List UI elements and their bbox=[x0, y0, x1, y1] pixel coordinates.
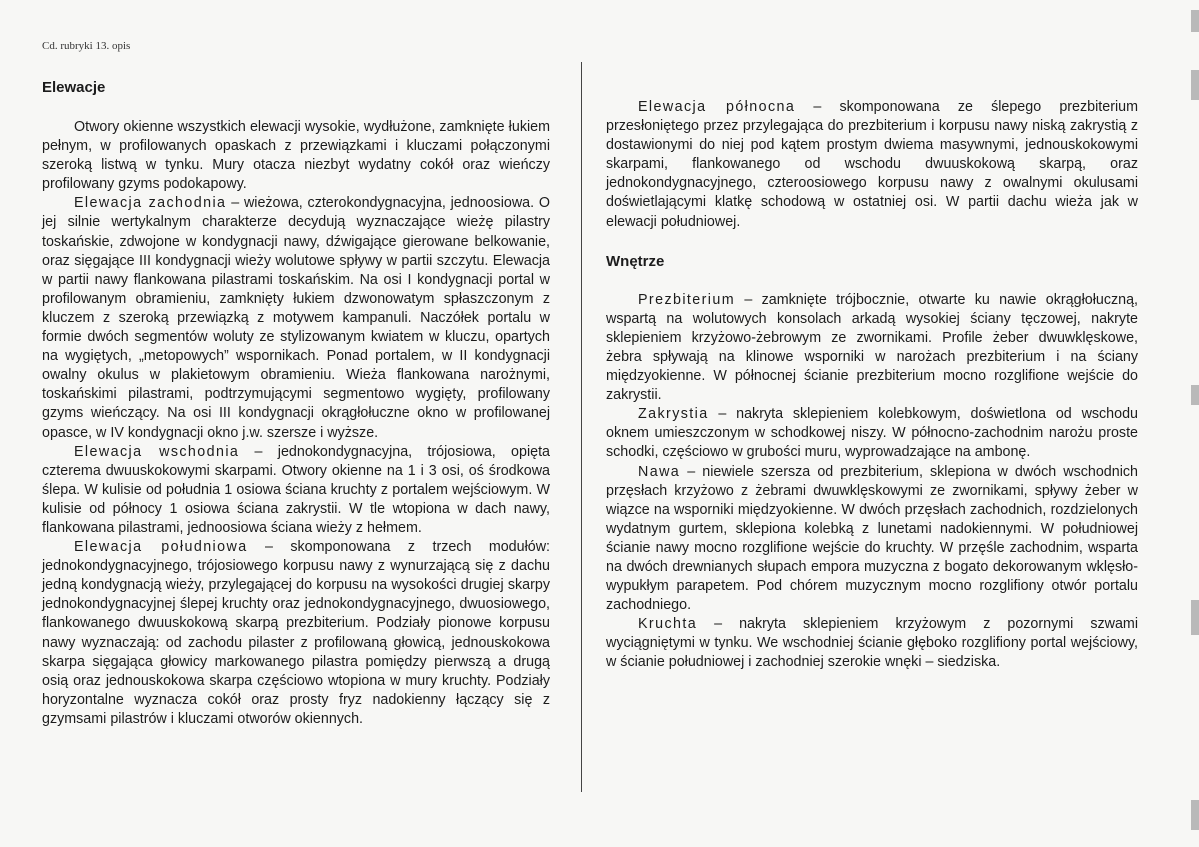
term-south-elevation: Elewacja południowa bbox=[74, 539, 248, 556]
paragraph-text: – nakryta sklepieniem kolebkowym, doświetlona od wschodu oknem umieszczonym w schodkowej niszy. W północno-zachodnim narożu proste schodki, częściowo w grubości muru, wyprowadzające na ambonę. bbox=[606, 406, 1138, 461]
section-heading-wnetrze: Wnętrze bbox=[606, 252, 665, 270]
term-nave: Nawa bbox=[638, 463, 681, 480]
paragraph-porch bbox=[606, 615, 1138, 672]
paragraph-windows bbox=[42, 118, 550, 194]
column-divider bbox=[581, 62, 582, 792]
paragraph-west-elevation bbox=[42, 194, 550, 442]
scan-edge-mark bbox=[1191, 385, 1199, 405]
scan-edge-mark bbox=[1191, 10, 1199, 32]
term-sacristy: Zakrystia bbox=[638, 406, 709, 423]
running-head: Cd. rubryki 13. opis bbox=[42, 40, 131, 52]
scan-edge-mark bbox=[1191, 600, 1199, 635]
term-west-elevation: Elewacja zachodnia bbox=[74, 195, 227, 212]
section-heading-elewacje: Elewacje bbox=[42, 79, 106, 96]
paragraph-nave bbox=[606, 463, 1138, 616]
paragraph-south-elevation bbox=[42, 538, 550, 729]
term-presbytery: Prezbiterium bbox=[638, 291, 736, 308]
paragraph-presbytery bbox=[606, 291, 1138, 406]
paragraph-north-elevation bbox=[606, 98, 1138, 232]
paragraph-east-elevation bbox=[42, 443, 550, 538]
left-column bbox=[42, 78, 550, 729]
paragraph-text: – skomponowana z trzech modułów: jednokondygnacyjnego, trójosiowego korpusu nawy z wynurzającą się z dachu jedną kondygnacją wieży, przylegającej do korpusu na wysokości drugiej skarpy jednokondygnacyjnej ślepej kruchty oraz jednokondygnacyjnego, dwuosiowego, flankowanego dwuuskokową skarpą prezbiterium. Podziały pionowe korpusu nawy wyznaczają: od zachodu pilaster z profilowaną głowicą, jednouskokowa skarpa sięgająca głowicy markowanego pilastra pomiędzy pierwszą a drugą osią oraz jednouskokowa skarpa częściowo wtopiona w mury kruchty. Podziały horyzontalne wyznacza cokół oraz prosty fryz nadokienny łączący się z gzymsami pilastrów i kluczami otworów okiennych. bbox=[42, 539, 551, 727]
scan-edge-mark bbox=[1191, 70, 1199, 100]
paragraph-text: – nakryta sklepieniem krzyżowym z pozornymi szwami wyciągniętymi w tynku. We wschodniej ścianie głęboko rozglifiony portal wejściowy, w ścianie południowej i zachodniej szerokie wnęki – siedziska. bbox=[606, 616, 1138, 671]
term-east-elevation: Elewacja wschodnia bbox=[74, 443, 240, 460]
scan-edge-mark bbox=[1191, 800, 1199, 830]
term-porch: Kruchta bbox=[638, 616, 698, 633]
paragraph-text: Otwory okienne wszystkich elewacji wysokie, wydłużone, zamknięte łukiem pełnym, w profilowanych opaskach z przewiązkami i kluczami połączonymi szeroką listwą w tynku. Mury otacza niezbyt wydatny cokół oraz wieńczy profilowany gzyms podokapowy. bbox=[42, 119, 550, 193]
paragraph-text: – zamknięte trójbocznie, otwarte ku nawie okrągłołuczną, wspartą na wolutowych konsolach arkadą wysokiej ściany tęczowej, nakryte sklepieniem krzyżowo-żebrowym ze zwornikami. Profile żeber dwuwklęskowe, żebra spływają na klinowe wsporniki w narożach prezbiterium i na ściany międzyokienne. W północnej ścianie prezbiterium mocno rozglifione wejście do zakrystii. bbox=[606, 291, 1138, 404]
paragraph-sacristy bbox=[606, 405, 1138, 462]
term-north-elevation: Elewacja północna bbox=[638, 99, 796, 115]
paragraph-text: – skomponowana ze ślepego prezbiterium przesłoniętego przez przylegająca do prezbiterium i korpusu nawy niską zakrystią z dostawionymi do niej pod kątem prostym dwiema masywnymi, jednouskokowymi skarpami, flankowanego od wschodu dwuuskokową skarpą, oraz jednokondygnacyjnego, czteroosiowego korpusu nawy z owalnymi okulusami doświetlającymi klatkę schodową w ostatniej osi. W partii dachu wieża jak w elewacji południowej. bbox=[606, 99, 1138, 230]
paragraph-text: – jednokondygnacyjna, trójosiowa, opięta czterema dwuuskokowymi skarpami. Otwory okienne na 1 i 3 osi, oś środkowa ślepa. W kulisie od południa 1 osiowa ściana kruchty z portalem wejściowym. W kulisie od północy 1 osiowa ściana zakrystii. W tle wtopiona w dach nawy, flankowana pilastrami, jednoosiowa ściana wieży z hełmem. bbox=[42, 443, 550, 536]
right-column bbox=[606, 98, 1138, 673]
paragraph-text: – wieżowa, czterokondygnacyjna, jednoosiowa. O jej silnie wertykalnym charakterze decydują wyznaczające wieżę pilastry toskańskie, zdwojone w kondygnacji nawy, dźwigające gierowane belkowanie, oraz sięgające III kondygnacji wieży wolutowe spływy w partii szczytu. Elewacja w partii nawy flankowana pilastrami toskańskim. Na osi I kondygnacji portal w profilowanym obramieniu, zamknięty łukiem dzwonowatym spłaszczonym z kluczem z szeroką przewiązką z motywem kampanuli. Naczółek portalu w formie dwóch segmentów woluty ze stylizowanym kwiatem w kluczu, opartych na wygiętych, „metopowych” wspornikach. Ponad portalem, w II kondygnacji owalny okulus w plakietowym obramieniu. Wieża flankowana narożnymi, toskańskimi pilastrami, podtrzymującymi segmentowo wygięty, profilowany gzyms wieńczący. Na osi III kondygnacji okrągłołuczne okno w profilowanej opasce, w IV kondygnacji okno j.w. szersze i wyższe. bbox=[42, 195, 550, 441]
paragraph-text: – niewiele szersza od prezbiterium, sklepiona w dwóch wschodnich przęsłach krzyżowo z żebrami dwuwklęskowymi ze zwornikami, spływy żeber w wiązce na wsporniki międzyokienne. W dwóch przęsłach zachodnich, rozdzielonych wydatnym gurtem, sklepiona kolebką z lunetami nadokiennymi. W południowej ścianie nawy mocno rozglifione wejście do kruchty. W przęśle zachodnim, wsparta na dwóch drewnianych słupach empora muzyczna z bogato dekorowanym wklęsło-wypukłym parapetem. Pod chórem muzycznym mocno rozglifiony otwór portalu zachodniego. bbox=[606, 463, 1138, 614]
